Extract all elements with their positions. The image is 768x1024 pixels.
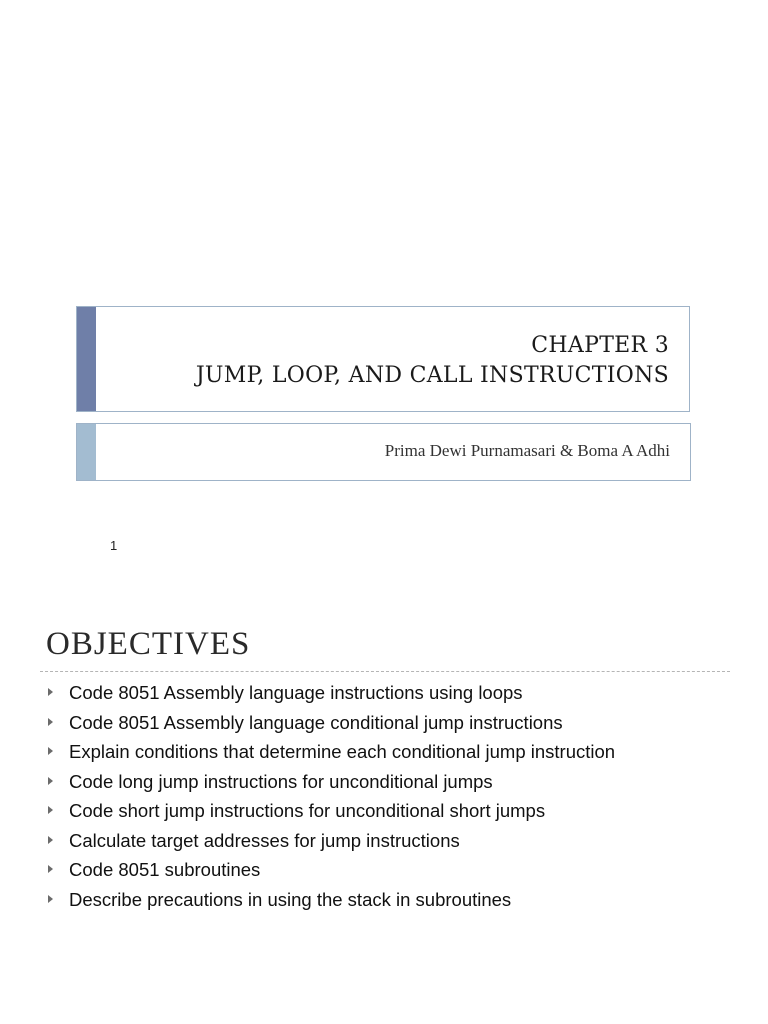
slide-number: 1 bbox=[110, 538, 118, 553]
triangle-bullet-icon bbox=[48, 836, 53, 844]
objective-text: Code short jump instructions for unconditional short jumps bbox=[69, 800, 546, 821]
objective-text: Code 8051 Assembly language conditional jump instructions bbox=[69, 711, 563, 733]
objective-text: Code 8051 subroutines bbox=[69, 859, 261, 880]
authors: Prima Dewi Purnamasari & Boma A Adhi bbox=[384, 441, 670, 460]
triangle-bullet-icon bbox=[48, 718, 53, 726]
chapter-title: JUMP, LOOP, AND CALL INSTRUCTIONS bbox=[195, 363, 669, 388]
objective-text: Code 8051 Assembly language instructions using loops bbox=[69, 682, 523, 703]
objective-text: Calculate target addresses for jump instructions bbox=[69, 829, 460, 851]
objective-list bbox=[46, 680, 615, 916]
objective-text: Code long jump instructions for unconditional jumps bbox=[69, 770, 493, 792]
author-box bbox=[76, 423, 691, 481]
objective-text: Describe precautions in using the stack in subroutines bbox=[69, 888, 512, 910]
objective-text: Explain conditions that determine each conditional jump instruction bbox=[69, 741, 616, 762]
title-accent-bar bbox=[77, 307, 96, 411]
heading-divider bbox=[40, 671, 730, 672]
objective-item bbox=[46, 828, 615, 858]
author-accent-bar bbox=[77, 424, 96, 480]
chapter-title-box bbox=[76, 306, 690, 412]
objective-item bbox=[46, 857, 615, 887]
objective-item bbox=[46, 710, 615, 740]
objective-item bbox=[46, 680, 615, 710]
objective-item bbox=[46, 769, 615, 799]
triangle-bullet-icon bbox=[48, 865, 53, 873]
triangle-bullet-icon bbox=[48, 688, 53, 696]
objective-item bbox=[46, 798, 615, 828]
triangle-bullet-icon bbox=[48, 777, 53, 785]
objectives-heading: OBJECTIVES bbox=[46, 626, 251, 662]
objective-item bbox=[46, 887, 615, 917]
chapter-label: CHAPTER 3 bbox=[531, 333, 669, 358]
triangle-bullet-icon bbox=[48, 806, 53, 814]
triangle-bullet-icon bbox=[48, 747, 53, 755]
objective-item bbox=[46, 739, 615, 769]
triangle-bullet-icon bbox=[48, 895, 53, 903]
